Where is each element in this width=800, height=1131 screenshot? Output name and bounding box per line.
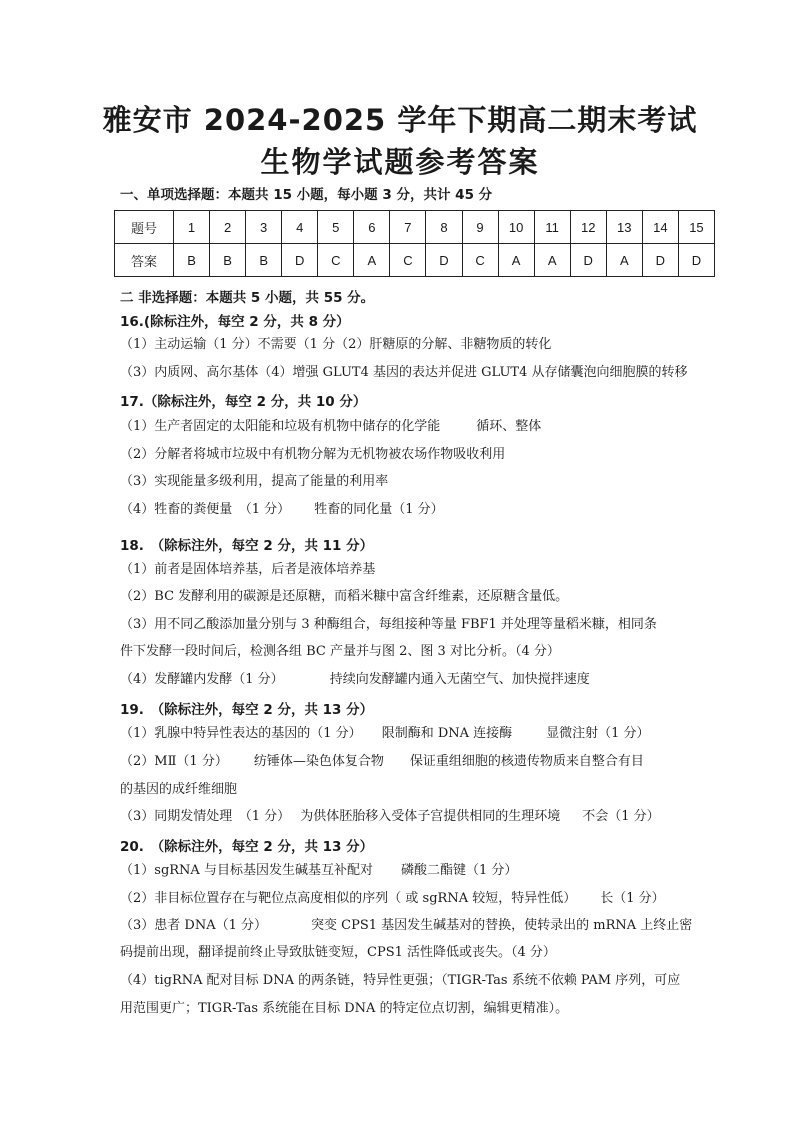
q17-line1 <box>120 418 541 436</box>
table-cell-number: 5 <box>318 211 354 244</box>
table-cell-answer: B <box>174 244 210 277</box>
q17-line1-part1: （1）生产者固定的太阳能和垃圾有机物中储存的化学能 <box>120 419 441 434</box>
table-cell-number: 14 <box>642 211 678 244</box>
question-number-row <box>115 211 715 244</box>
table-cell-number: 15 <box>678 211 714 244</box>
q19-line2-part2: 纺锤体—染色体复合物 <box>253 754 384 769</box>
q20-heading: 20. （除标注外，每空 2 分，共 13 分） <box>120 839 374 855</box>
table-cell-number: 4 <box>282 211 318 244</box>
table-cell-answer: B <box>210 244 246 277</box>
section1-heading: 一、单项选择题：本题共 15 小题，每小题 3 分，共计 45 分 <box>120 187 493 203</box>
answer-table <box>114 210 715 277</box>
table-cell-answer: A <box>354 244 390 277</box>
table-cell-answer: D <box>642 244 678 277</box>
q20-line3-part2: 突变 CPS1 基因发生碱基对的替换，使转录出的 mRNA 上终止密 <box>311 918 693 933</box>
table-cell-answer: C <box>390 244 426 277</box>
answer-row <box>115 244 715 277</box>
table-cell-answer: D <box>426 244 462 277</box>
table-cell-answer: D <box>282 244 318 277</box>
q17-line1-part2: 循环、整体 <box>476 419 542 434</box>
q18-line2: （2）BC 发酵利用的碳源是还原糖，而稻米糠中富含纤维素，还原糖含量低。 <box>120 589 569 604</box>
q17-line2: （2）分解者将城市垃圾中有机物分解为无机物被农场作物吸收利用 <box>120 447 506 462</box>
table-cell-number: 7 <box>390 211 426 244</box>
q19-line2-part1: （2）MⅡ（1 分） <box>120 754 228 769</box>
q16-line1: （1）主动运输（1 分）不需要（1 分（2）肝糖原的分解、非糖物质的转化 <box>120 337 552 352</box>
table-cell-answer: D <box>678 244 714 277</box>
table-cell-answer: A <box>498 244 534 277</box>
table-cell-number: 12 <box>570 211 606 244</box>
q19-line4 <box>120 808 660 826</box>
q18-line4: 件下发酵一段时间后，检测各组 BC 产量并与图 2、图 3 对比分析。（4 分） <box>120 644 560 659</box>
q17-line3: （3）实现能量多级利用，提高了能量的利用率 <box>120 474 389 489</box>
q19-line1 <box>120 725 650 743</box>
q20-line2-part1: （2）非目标位置存在与靶位点高度相似的序列（ 或 sgRNA 较短，特异性低） <box>120 891 577 906</box>
table-cell-number: 10 <box>498 211 534 244</box>
q17-line4 <box>120 501 444 519</box>
table-cell-number: 11 <box>534 211 570 244</box>
q20-line5: （4）tigRNA 配对目标 DNA 的两条链，特异性更强；（TIGR-Tas 系统不依赖 PAM 序列，可应 <box>120 973 681 988</box>
q17-heading: 17.（除标注外，每空 2 分，共 10 分） <box>120 394 367 410</box>
exam-subtitle: 生物学试题参考答案 <box>260 145 540 179</box>
q19-line4-part1: （3）同期发情处理 （1 分） <box>120 809 291 824</box>
q19-line2 <box>120 753 644 771</box>
q20-line2-part2: 长（1 分） <box>600 891 665 906</box>
q19-line1-part2: 限制酶和 DNA 连接酶 <box>381 726 513 741</box>
q16-line2: （3）内质网、高尔基体（4）增强 GLUT4 基因的表达并促进 GLUT4 从存储囊泡向细胞膜的转移 <box>120 365 688 380</box>
table-head-number: 题号 <box>115 211 174 244</box>
table-cell-number: 8 <box>426 211 462 244</box>
table-cell-number: 2 <box>210 211 246 244</box>
q20-line2 <box>120 890 665 908</box>
table-cell-answer: B <box>246 244 282 277</box>
q18-heading: 18. （除标注外，每空 2 分，共 11 分） <box>120 538 374 554</box>
table-cell-number: 1 <box>174 211 210 244</box>
q20-line1 <box>120 862 517 880</box>
exam-title: 雅安市 2024-2025 学年下期高二期末考试 <box>102 103 698 137</box>
table-cell-number: 9 <box>462 211 498 244</box>
q19-line4-part3: 不会（1 分） <box>582 809 660 824</box>
q19-line2-part3: 保证重组细胞的核遗传物质来自整合有目 <box>409 754 644 769</box>
table-cell-number: 3 <box>246 211 282 244</box>
q18-line1: （1）前者是固体培养基，后者是液体培养基 <box>120 562 376 577</box>
table-cell-answer: C <box>462 244 498 277</box>
q20-line1-part1: （1）sgRNA 与目标基因发生碱基互补配对 <box>120 863 373 878</box>
q20-line6: 用范围更广；TIGR-Tas 系统能在目标 DNA 的特定位点切割，编辑更精准）。 <box>120 1001 569 1016</box>
q18-line3: （3）用不同乙酸添加量分别与 3 种酶组合，每组接种等量 FBF1 并处理等量稻米糠，相同条 <box>120 617 657 632</box>
q18-line5 <box>120 671 590 689</box>
table-cell-answer: A <box>606 244 642 277</box>
section2-heading: 二 非选择题：本题共 5 小题，共 55 分。 <box>120 290 375 306</box>
q19-line1-part3: 显微注射（1 分） <box>546 726 650 741</box>
q20-line3 <box>120 917 692 935</box>
q19-heading: 19. （除标注外，每空 2 分，共 13 分） <box>120 702 374 718</box>
q20-line4: 码提前出现，翻译提前终止导致肽链变短，CPS1 活性降低或丧失。（4 分） <box>120 945 556 960</box>
q18-line5-part1: （4）发酵罐内发酵（1 分） <box>120 672 284 687</box>
table-cell-number: 6 <box>354 211 390 244</box>
q17-line4-part1: （4）牲畜的粪便量 （1 分） <box>120 502 291 517</box>
q17-line4-part2: 牲畜的同化量（1 分） <box>314 502 444 517</box>
table-cell-answer: D <box>570 244 606 277</box>
q19-line3: 的基因的成纤维细胞 <box>120 782 238 797</box>
table-cell-answer: A <box>534 244 570 277</box>
table-head-answer: 答案 <box>115 244 174 277</box>
q19-line4-part2: 为供体胚胎移入受体子宫提供相同的生理环境 <box>300 809 561 824</box>
q18-line5-part2: 持续向发酵罐内通入无菌空气、加快搅拌速度 <box>329 672 590 687</box>
table-cell-number: 13 <box>606 211 642 244</box>
q20-line3-part1: （3）患者 DNA（1 分） <box>120 918 267 933</box>
q16-heading: 16.(除标注外，每空 2 分，共 8 分） <box>120 314 350 330</box>
q19-line1-part1: （1）乳腺中特异性表达的基因的（1 分） <box>120 726 362 741</box>
table-cell-answer: C <box>318 244 354 277</box>
q20-line1-part2: 磷酸二酯键（1 分） <box>400 863 518 878</box>
